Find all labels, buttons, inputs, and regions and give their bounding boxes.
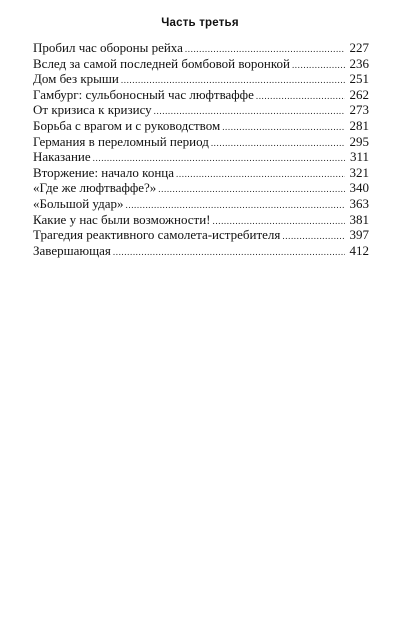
- toc-entry-title: Наказание: [33, 149, 91, 165]
- toc-entry-page: 311: [349, 149, 369, 165]
- toc-entry: [33, 180, 369, 196]
- toc-entry: [33, 134, 369, 150]
- toc-entry-page: 363: [349, 195, 369, 211]
- dot-leader: [158, 182, 345, 198]
- toc-entry: [33, 165, 369, 181]
- toc-entry-page: 412: [349, 242, 369, 258]
- toc-entry-page: 397: [349, 227, 369, 243]
- toc-entry-page: 321: [349, 164, 369, 180]
- toc-entry-title: Пробил час обороны рейха: [33, 40, 183, 55]
- dot-leader: [211, 136, 345, 152]
- dot-leader: [176, 167, 345, 183]
- toc-entry: [33, 102, 369, 118]
- toc-entry-page: 262: [349, 86, 369, 102]
- dot-leader: [222, 120, 345, 136]
- toc-entry-page: 281: [349, 117, 369, 133]
- toc-entry-title: Какие у нас были возможности!: [33, 211, 211, 227]
- toc-entry: [33, 212, 369, 228]
- toc-entry: [33, 40, 369, 56]
- dot-leader: [256, 89, 345, 105]
- toc-entry: [33, 118, 369, 134]
- toc-entry-title: Завершающая: [33, 242, 111, 258]
- table-of-contents: [33, 40, 369, 258]
- toc-entry-title: Германия в переломный период: [33, 133, 209, 149]
- toc-entry-title: Гамбург: сульбоносный час люфтваффе: [33, 86, 254, 102]
- dot-leader: [113, 245, 345, 261]
- toc-entry-page: 227: [349, 40, 369, 55]
- toc-entry-title: Вторжение: начало конца: [33, 164, 175, 180]
- toc-entry: [33, 56, 369, 72]
- dot-leader: [292, 58, 345, 74]
- toc-entry: [33, 196, 369, 212]
- toc-entry-page: 236: [349, 55, 369, 71]
- toc-entry-page: 381: [349, 211, 369, 227]
- dot-leader: [282, 229, 345, 245]
- toc-entry-page: 251: [349, 71, 369, 87]
- toc-entry-title: Вслед за самой последней бомбовой воронкой: [33, 55, 290, 71]
- toc-entry: [33, 243, 369, 259]
- toc-entry: [33, 227, 369, 243]
- toc-entry-title: Дом без крыши: [33, 71, 119, 87]
- toc-entry-page: 340: [349, 180, 369, 196]
- toc-entry: [33, 87, 369, 103]
- toc-entry-page: 295: [349, 133, 369, 149]
- toc-entry-title: От кризиса к кризису: [33, 102, 152, 118]
- toc-entry-title: Борьба с врагом и с руководством: [33, 117, 221, 133]
- toc-entry-title: «Где же люфтваффе?»: [33, 180, 157, 196]
- toc-entry-title: «Большой удар»: [33, 195, 124, 211]
- toc-entry: [33, 71, 369, 87]
- toc-entry: [33, 149, 369, 165]
- part-title: Часть третья: [161, 17, 239, 29]
- toc-entry-title: Трагедия реактивного самолета-истребителя: [33, 227, 281, 243]
- toc-entry-page: 273: [349, 102, 369, 118]
